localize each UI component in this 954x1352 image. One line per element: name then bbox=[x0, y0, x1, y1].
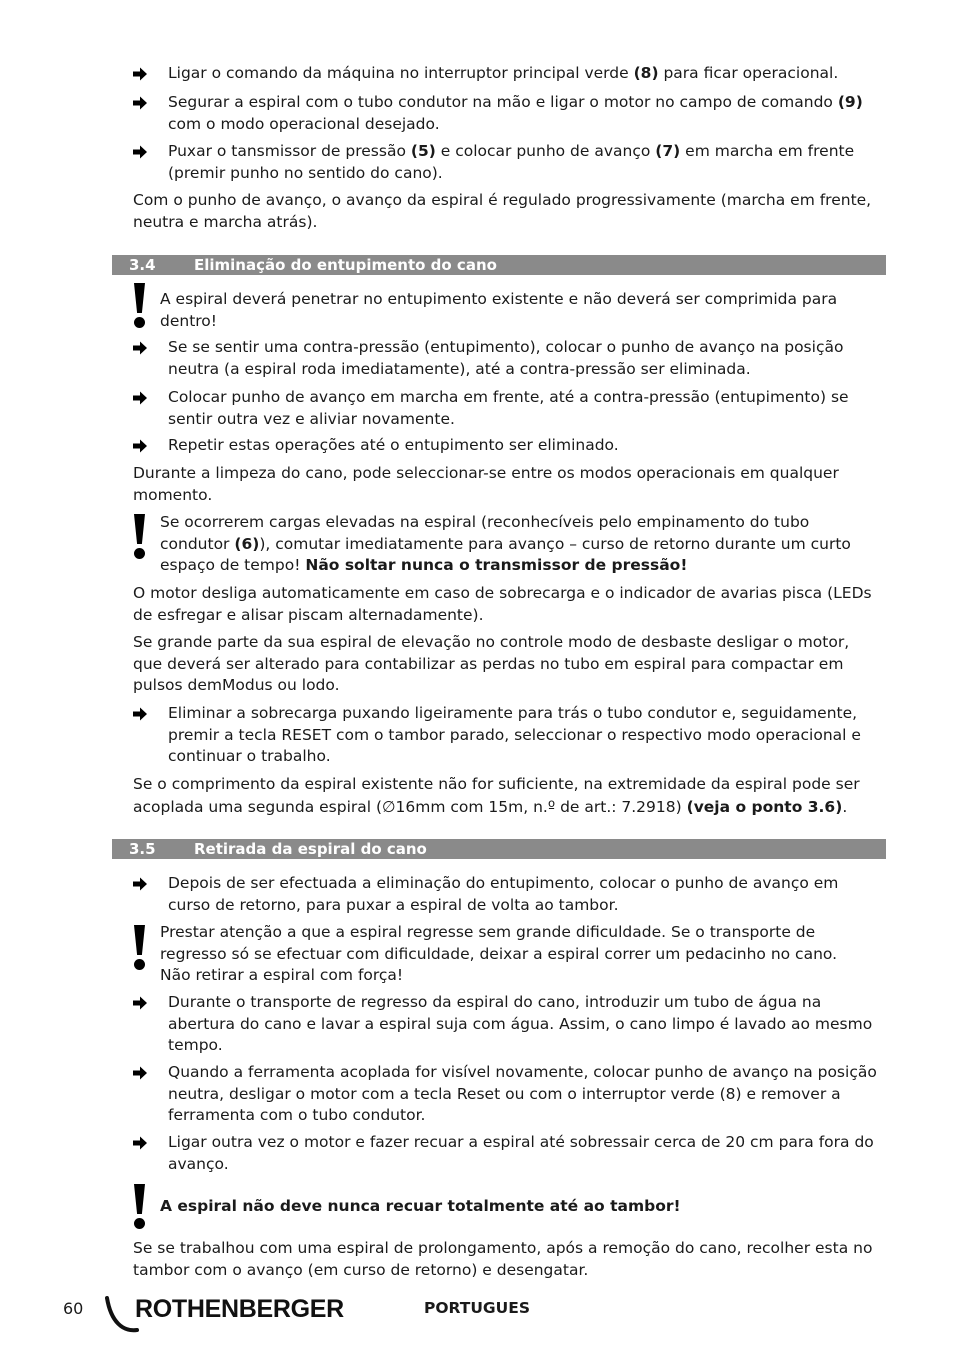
arrow-right-icon bbox=[133, 996, 147, 1010]
instruction-item: Colocar punho de avanço em marcha em frente, até a contra-pressão (entupimento) se sentir outra vez e aliviar novamente. bbox=[133, 387, 885, 430]
paragraph: Se grande parte da sua espiral de elevação no controle modo de desbaste desligar o motor, que deverá ser alterado para contabilizar as perdas no tubo em espiral para compactar em pulsos demModus ou lodo. bbox=[133, 633, 850, 694]
arrow-right-icon bbox=[133, 439, 147, 453]
warning-exclamation-icon bbox=[132, 283, 148, 329]
section-header bbox=[112, 839, 886, 859]
instruction-item: Depois de ser efectuada a eliminação do entupimento, colocar o punho de avanço em curso de retorno, para puxar a espiral de volta ao tambor. bbox=[133, 873, 885, 916]
instruction-item: Puxar o tansmissor de pressão (5) e colocar punho de avanço (7) em marcha em frente (premir punho no sentido do cano). bbox=[133, 141, 885, 184]
brand-logo bbox=[105, 1290, 350, 1334]
warning-text: Se ocorrerem cargas elevadas na espiral (reconhecíveis pelo empinamento do tubo condutor (6)), comutar imediatamente para avanço – curso de retorno durante um curto espaço de tempo! Não soltar nunca o transmissor de pressão! bbox=[160, 513, 851, 574]
section-title: Retirada da espiral do cano bbox=[194, 840, 427, 858]
instruction-item: Quando a ferramenta acoplada for visível novamente, colocar punho de avanço na posição neutra, desligar o motor com a tecla Reset ou com o interruptor verde (8) e remover a ferramenta com o tubo condutor. bbox=[133, 1062, 885, 1127]
instruction-item: Eliminar a sobrecarga puxando ligeiramente para trás o tubo condutor e, seguidamente, premir a tecla RESET com o tambor parado, seleccionar o respectivo modo operacional e continuar o trabalho. bbox=[133, 703, 885, 768]
language-label: PORTUGUES bbox=[424, 1299, 530, 1317]
section-number: 3.4 bbox=[129, 256, 156, 274]
warning-exclamation-icon bbox=[132, 925, 148, 971]
instruction-item: Ligar o comando da máquina no interruptor principal verde (8) para ficar operacional. bbox=[133, 63, 885, 85]
instruction-item: Se se sentir uma contra-pressão (entupimento), colocar o punho de avanço na posição neutra (a espiral roda imediatamente), até a contra-pressão ser eliminada. bbox=[133, 337, 885, 380]
instruction-item: Ligar outra vez o motor e fazer recuar a espiral até sobressair cerca de 20 cm para fora do avanço. bbox=[133, 1132, 885, 1175]
section-header bbox=[112, 255, 886, 275]
arrow-right-icon bbox=[133, 341, 147, 355]
paragraph: Durante a limpeza do cano, pode seleccionar-se entre os modos operacionais em qualquer momento. bbox=[133, 464, 839, 504]
arrow-right-icon bbox=[133, 96, 147, 110]
warning-text: A espiral deverá penetrar no entupimento existente e não deverá ser comprimida para dentro! bbox=[160, 290, 838, 330]
arrow-right-icon bbox=[133, 145, 147, 159]
warning-text: A espiral não deve nunca recuar totalmente até ao tambor! bbox=[160, 1197, 681, 1215]
section-title: Eliminação do entupimento do cano bbox=[194, 256, 497, 274]
arrow-right-icon bbox=[133, 391, 147, 405]
arrow-right-icon bbox=[133, 707, 147, 721]
paragraph: Se se trabalhou com uma espiral de prolongamento, após a remoção do cano, recolher esta no tambor com o avanço (em curso de retorno) e desengatar. bbox=[133, 1239, 873, 1279]
arrow-right-icon bbox=[133, 1136, 147, 1150]
warning-exclamation-icon bbox=[132, 1184, 148, 1230]
swoosh-icon bbox=[105, 1294, 139, 1334]
arrow-right-icon bbox=[133, 1066, 147, 1080]
page-number: 60 bbox=[63, 1299, 84, 1318]
instruction-item: Segurar a espiral com o tubo condutor na mão e ligar o motor no campo de comando (9) com o modo operacional desejado. bbox=[133, 92, 885, 135]
instruction-item: Durante o transporte de regresso da espiral do cano, introduzir um tubo de água na abertura do cano e lavar a espiral suja com água. Assim, o cano limpo é lavado ao mesmo tempo. bbox=[133, 992, 885, 1057]
paragraph: Com o punho de avanço, o avanço da espiral é regulado progressivamente (marcha em frente, neutra e marcha atrás). bbox=[133, 191, 872, 231]
arrow-right-icon bbox=[133, 877, 147, 891]
brand-name: ROTHENBERGER bbox=[135, 1295, 344, 1323]
warning-text: Prestar atenção a que a espiral regresse sem grande dificuldade. Se o transporte de regresso só se efectuar com dificuldade, deixar a espiral correr um pedacinho no cano. Não retirar a espiral com força! bbox=[160, 923, 838, 984]
paragraph: Se o comprimento da espiral existente não for suficiente, na extremidade da espiral pode ser acoplada uma segunda espiral (∅16mm com 15m, n.º de art.: 7.2918) (veja o ponto 3.6). bbox=[133, 775, 860, 816]
warning-exclamation-icon bbox=[132, 514, 148, 560]
arrow-right-icon bbox=[133, 67, 147, 81]
instruction-item: Repetir estas operações até o entupimento ser eliminado. bbox=[133, 435, 885, 457]
section-number: 3.5 bbox=[129, 840, 156, 858]
paragraph: O motor desliga automaticamente em caso de sobrecarga e o indicador de avarias pisca (LEDs de esfregar e alisar piscam alternadamente). bbox=[133, 584, 872, 624]
